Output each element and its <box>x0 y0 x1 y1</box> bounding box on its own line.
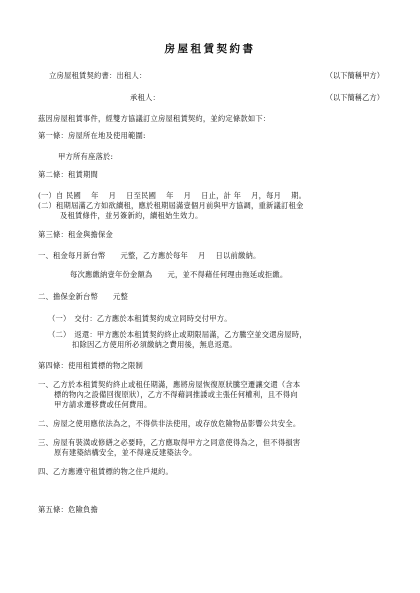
article-5-heading: 第五條：危險負擔 <box>38 505 98 514</box>
tenant-note: （以下簡稱乙方） <box>325 93 384 102</box>
article-4-item-2: 二、房屋之使用應依法為之，不得供非法使用，或存放危險物品影響公共安全。 <box>38 419 301 428</box>
article-4-item-4: 四、乙方應遵守租賃標的物之住戶規約。 <box>38 467 173 476</box>
landlord-note: （以下簡稱甲方） <box>325 71 384 80</box>
landlord-label: 立房屋租賃契約書：出租人： <box>49 71 147 80</box>
article-1-location: 甲方所有座落於: <box>58 152 114 161</box>
article-4-item-3-line-1: 三、房屋有裝潢或修繕之必要時，乙方應取得甲方之同意使得為之，但不得損害 <box>38 438 301 447</box>
article-3-deposit-return-line-1: （二） 返還：甲方應於本租賃契約終止或期限屆滿，乙方騰空並交還房屋時， <box>48 330 307 339</box>
article-4-item-1-line-1: 一、乙方於本租賃契約終止或租任期滿，應將房屋恢復原狀騰空遷讓交還（含本 <box>38 380 301 389</box>
article-4-item-1-line-3: 甲方請求遷移費或任何費用。 <box>54 400 152 409</box>
article-2-item-2-line-1: (二）租期屆滿乙方如欲續租，應於租期屆滿壹個月前與甲方協調，重新議訂租金 <box>38 201 304 210</box>
article-3-deposit: 二、擔保金新台幣 元整 <box>38 292 128 301</box>
article-2-item-1: (一）自 民國 年 月 日至民國 年 月 日止，計 年 月，每月 期。 <box>38 191 307 200</box>
article-4-item-1-line-2: 標的物內之設備回復原狀），乙方不得藉詞推諉或主張任何權利，且不得向 <box>54 390 298 399</box>
intro-text: 茲因房屋租賃事件，經雙方協議訂立房屋租賃契約，並約定條款如下： <box>38 114 271 123</box>
article-3-deposit-return-line-2: 扣除因乙方使用所必須繳納之費用後，無息返還。 <box>72 340 237 349</box>
article-2-item-2-line-2: 及租賃條件，並另簽新約，續租始生效力。 <box>60 211 203 220</box>
article-2-heading: 第二條：租賃期間 <box>38 170 98 179</box>
article-3-deposit-delivery: （一） 交付：乙方應於本租賃契約成立同時交付甲方。 <box>48 314 232 323</box>
tenant-label: 承租人： <box>130 93 160 102</box>
article-4-item-3-line-2: 原有建築結構安全，並不得違反建築法令。 <box>54 448 197 457</box>
article-3-heading: 第三條：租金與擔保金 <box>38 230 113 239</box>
article-3-rent-note: 每次應繳納壹年份金額為 元，並不得藉任何理由拖延或拒繳。 <box>70 270 288 279</box>
document-title: 房屋租賃契約書 <box>164 43 256 55</box>
article-4-heading: 第四條：使用租賃標的物之限制 <box>38 361 143 370</box>
article-3-rent: 一、租金每月新台幣 元整，乙方應於每年 月 日以前繳納。 <box>38 251 261 260</box>
article-1-heading: 第一條：房屋所在地及使用範圍: <box>38 131 146 140</box>
